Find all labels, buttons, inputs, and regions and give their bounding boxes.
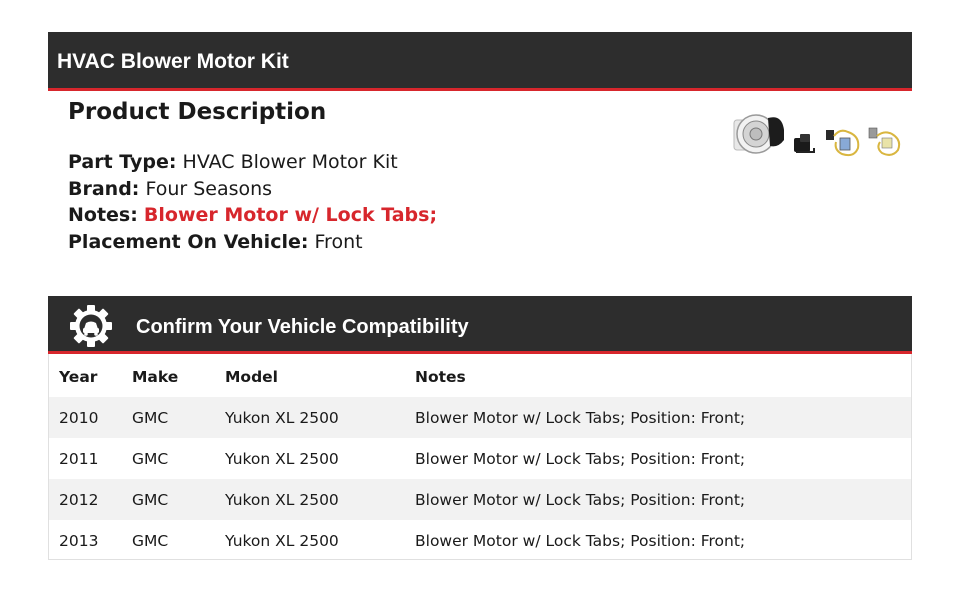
compatibility-banner <box>48 296 912 354</box>
notes-row <box>68 202 708 229</box>
blower-motor-image <box>734 115 784 153</box>
compatibility-table <box>49 354 911 561</box>
product-image <box>730 108 905 164</box>
cell-year: 2013 <box>59 531 99 550</box>
placement-row <box>68 229 708 256</box>
description-heading: Product Description <box>68 99 327 125</box>
table-row <box>49 438 911 479</box>
brand-row <box>68 176 708 203</box>
product-description <box>68 97 708 255</box>
notes-label: Notes: <box>68 204 138 226</box>
part-type-label: Part Type: <box>68 151 177 173</box>
cell-notes: Blower Motor w/ Lock Tabs; Position: Front; <box>415 479 911 520</box>
cell-make: GMC <box>132 397 225 438</box>
column-header-year: Year <box>59 368 98 386</box>
table-row <box>49 479 911 520</box>
brand-value: Four Seasons <box>145 177 273 200</box>
placement-label: Placement On Vehicle: <box>68 230 309 253</box>
table-header-row <box>49 354 911 397</box>
cell-make: GMC <box>132 449 169 468</box>
cell-notes: Blower Motor w/ Lock Tabs; Position: Front; <box>415 397 911 438</box>
cell-notes: Blower Motor w/ Lock Tabs; Position: Front; <box>415 449 746 468</box>
cell-model: Yukon XL 2500 <box>225 531 339 550</box>
cell-notes: Blower Motor w/ Lock Tabs; Position: Front; <box>415 531 746 550</box>
product-title-banner <box>48 32 912 91</box>
part-type-value: HVAC Blower Motor Kit <box>182 151 398 173</box>
table-row <box>49 520 911 561</box>
compatibility-title: Confirm Your Vehicle Compatibility <box>136 316 469 338</box>
cell-make: GMC <box>132 479 225 520</box>
gear-car-icon <box>68 303 114 349</box>
cell-model: Yukon XL 2500 <box>225 449 339 468</box>
product-title: HVAC Blower Motor Kit <box>57 50 289 73</box>
column-header-notes: Notes <box>415 368 466 386</box>
cell-year: 2010 <box>49 397 132 438</box>
harness-image-1 <box>826 130 858 155</box>
part-type-row <box>68 149 708 176</box>
cell-model: Yukon XL 2500 <box>225 397 415 438</box>
brand-label: Brand: <box>68 177 140 200</box>
resistor-image <box>794 134 814 152</box>
cell-make: GMC <box>132 531 169 550</box>
compatibility-table-container <box>48 354 912 560</box>
harness-image-2 <box>869 128 899 155</box>
column-header-make: Make <box>132 368 179 386</box>
cell-model: Yukon XL 2500 <box>225 479 415 520</box>
cell-year: 2012 <box>49 479 132 520</box>
column-header-model: Model <box>225 368 278 386</box>
notes-value: Blower Motor w/ Lock Tabs; <box>143 204 438 226</box>
table-row <box>49 397 911 438</box>
placement-value: Front <box>314 230 363 253</box>
cell-year: 2011 <box>59 449 99 468</box>
